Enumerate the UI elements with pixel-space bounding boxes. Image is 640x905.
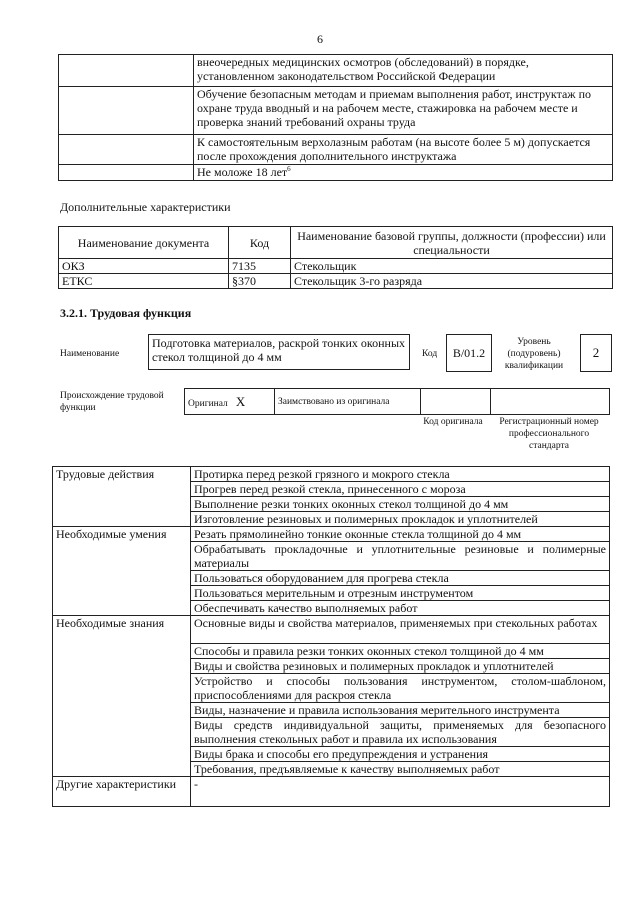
section-item: Обеспечивать качество выполняемых работ — [191, 601, 610, 616]
doc-cell: ОКЗ — [59, 259, 229, 274]
code-original-caption: Код оригинала — [423, 417, 483, 427]
section-item: Виды брака и способы его предупреждения и устранения — [191, 747, 610, 762]
section-title: Необходимые знания — [53, 616, 191, 777]
section-item: Протирка перед резкой грязного и мокрого стекла — [191, 467, 610, 482]
function-details-table — [52, 466, 610, 807]
requirements-table — [58, 54, 613, 181]
reg-number-caption: Регистрационный номер профессионального стандарта — [499, 417, 599, 451]
col-doc-header: Наименование документа — [59, 227, 229, 259]
requirement-row: К самостоятельным верхолазным работам (на высоте более 5 м) допускается после прохождения дополнительного инструктажа — [194, 135, 613, 165]
requirement-row: Обучение безопасным методам и приемам выполнения работ, инструктаж по охране труда вводный и на рабочем месте, стажировка на рабочем месте и проверка знаний требований охраны труда — [194, 87, 613, 135]
section-item: Способы и правила резки тонких оконных стекол толщиной до 4 мм — [191, 644, 610, 659]
page-number: 6 — [317, 32, 323, 46]
section-item: Устройство и способы пользования инструментом, столом-шаблоном, приспособлениями для раскроя стекла — [191, 674, 610, 703]
section-item: Прогрев перед резкой стекла, принесенного с мороза — [191, 482, 610, 497]
requirement-row: внеочередных медицинских осмотров (обследований) в порядке, установленном законодательством Российской Федерации — [194, 55, 613, 87]
requirement-row: Не моложе 18 лет$^6$ — [194, 165, 613, 181]
level-box: 2 — [580, 334, 612, 372]
section-item: Требования, предъявляемые к качеству выполняемых работ — [191, 762, 610, 777]
additional-heading: Дополнительные характеристики — [60, 200, 231, 214]
borrowed-label: Заимствовано из оригинала — [275, 389, 421, 415]
section-item: Обрабатывать прокладочные и уплотнительные резиновые и полимерные материалы — [191, 542, 610, 571]
section-title: Необходимые умения — [53, 527, 191, 616]
code-cell: §370 — [229, 274, 291, 289]
col-code-header: Код — [229, 227, 291, 259]
additional-table — [58, 226, 613, 289]
section-title: Трудовые действия — [53, 467, 191, 527]
section-item: Основные виды и свойства материалов, применяемых при стекольных работах — [191, 616, 610, 644]
name-label: Наименование — [60, 349, 120, 359]
section-item: Изготовление резиновых и полимерных прокладок и уплотнителей — [191, 512, 610, 527]
section-item: Резать прямолинейно тонкие оконные стекла толщиной до 4 мм — [191, 527, 610, 542]
section-item: Пользоваться оборудованием для прогрева стекла — [191, 571, 610, 586]
section-item: Виды и свойства резиновых и полимерных прокладок и уплотнителей — [191, 659, 610, 674]
code-cell: 7135 — [229, 259, 291, 274]
function-name-box: Подготовка материалов, раскрой тонких оконных стекол толщиной до 4 мм — [148, 334, 410, 370]
function-heading: 3.2.1. Трудовая функция — [60, 306, 192, 320]
original-mark: X — [235, 393, 246, 409]
section-item: Виды средств индивидуальной защиты, применяемых для безопасного выполнения стекольных работ и правила их использования — [191, 718, 610, 747]
function-code-box: В/01.2 — [446, 334, 492, 372]
name-cell: Стекольщик — [291, 259, 613, 274]
col-name-header: Наименование базовой группы, должности (профессии) или специальности — [291, 227, 613, 259]
footnote-mark: 6 — [287, 165, 291, 173]
section-item: Пользоваться мерительным и отрезным инструментом — [191, 586, 610, 601]
section-title: Другие характеристики — [53, 777, 191, 807]
original-label: Оригинал — [188, 398, 228, 409]
name-cell: Стекольщик 3-го разряда — [291, 274, 613, 289]
section-item: Виды, назначение и правила использования мерительного инструмента — [191, 703, 610, 718]
code-label: Код — [422, 349, 438, 359]
origin-table — [184, 388, 610, 415]
section-item: Выполнение резки тонких оконных стекол толщиной до 4 мм — [191, 497, 610, 512]
origin-label: Происхождение трудовой функции — [60, 391, 164, 413]
level-label: Уровень (подуровень) квалификации — [504, 337, 564, 371]
section-item: - — [191, 777, 610, 807]
doc-cell: ЕТКС — [59, 274, 229, 289]
